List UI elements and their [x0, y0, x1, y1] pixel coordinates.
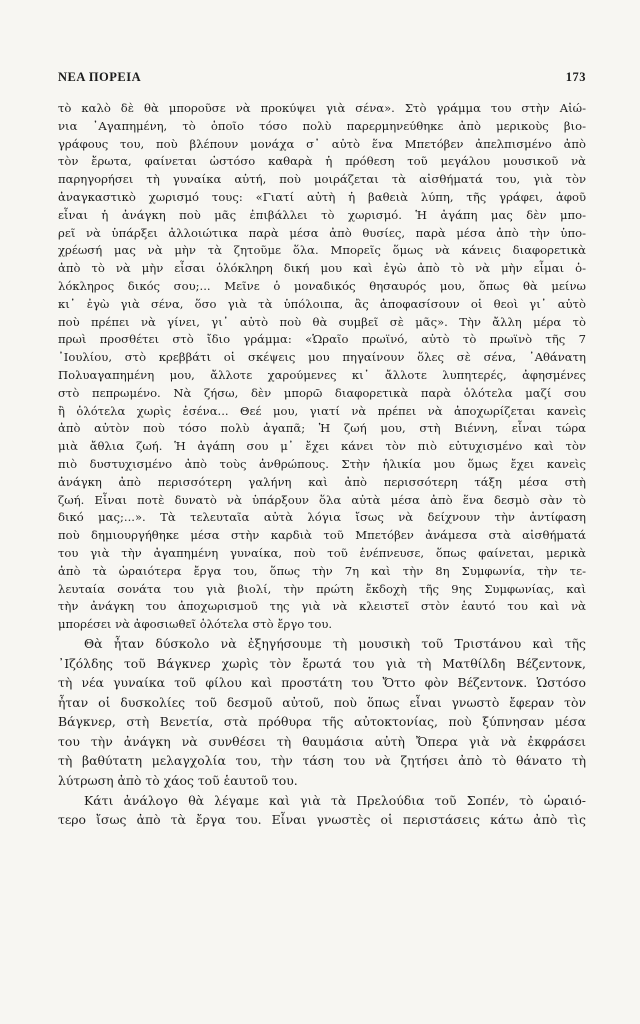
text-line: τὴ βαθύτατη μελαγχολία του, τὴν τάση του νὰ ζητήσει ἀπὸ τὸ θάνατο τὴ [58, 753, 586, 769]
text-line: ᾿Ιζόλδης τοῦ Βάγκνερ χωρὶς τὸν ἔρωτά του γιὰ τὴ Ματθίλδη Βέζεντονκ, [58, 655, 586, 671]
text-line: ρεῖ νὰ ὑπάρξει ἀλλοιώτικα παρὰ μέσα ἀπὸ θυσίες, παρὰ μέσα ἀπὸ τὴν ὑπο- [58, 225, 586, 240]
text-line: του τὴν ἀνάγκη νὰ συνθέσει τὴ θαυμάσια αὐτὴ Ὄπερα γιὰ νὰ ἐκφράσει [58, 733, 586, 749]
text-line: μπορέσει νὰ ἀφοσιωθεῖ ὁλότελα στὸ ἔργο του. [58, 617, 333, 632]
text-line: ᾿Ιουλίου, στὸ κρεββάτι οἱ σκέψεις μου πηγαίνουν ὅλες σὲ σένα, ᾿Αθάνατη [58, 350, 586, 365]
text-line: λευταία σονάτα του γιὰ βιολί, τὴν πρώτη ἔκδοχὴ τῆς 9ης Συμφωνίας, καὶ [58, 581, 586, 596]
text-line: ποὺ πρέπει νὰ γίνει, γι᾿ αὐτὸ ποὺ θὰ συμβεῖ σὲ μᾶς». Τὴν ἄλλη μέρα τὸ [58, 314, 586, 329]
text-line: ἀναγκαστικὸ χωρισμό τους: «Γιατί αὐτὴ ἡ βαθειὰ λύπη, τῆς γράφει, ἀφοῦ [58, 189, 586, 204]
text-line: ἀπὸ αὐτὸν ποὺ τόσο πολὺ ἀγαπᾶ; Ἡ ζωή μου, στὴ Βιέννη, εἶναι τώρα [58, 421, 586, 436]
text-line: ἢ ὁλότελα χωρὶς ἐσένα... Θεέ μου, γιατί νὰ πρέπει νὰ ἀποχωρίζεται κανεὶς [58, 403, 586, 418]
text-line: πιὸ δυστυχισμένο ἀπὸ τοὺς ἀνθρώπους. Στὴν ἡλικία μου ὅμως ἔχει κανεὶς [58, 456, 586, 471]
text-line: γράφους του, ποὺ βλέπουν μονάχα σ᾿ αὐτὸ ἕνα Μπετόβεν ἀπελπισμένο ἀπὸ [58, 136, 586, 151]
text-line: Πολυαγαπημένη μου, ἄλλοτε χαρούμενες κι᾿ ἄλλοτε λυπητερές, ἀφησμένες [58, 367, 586, 382]
text-line: ποὺ δημιουργήθηκε μέσα στὴν καρδιὰ τοῦ Μπετόβεν ἀνάμεσα στὰ αἰσθήματά [58, 528, 586, 543]
text-line: Βάγκνερ, στὴ Βενετία, στὰ πρόθυρα τῆς αὐτοκτονίας, ποὺ ξύπνησαν μέσα [58, 714, 586, 730]
text-line: παρηγορήσει τὴ γυναίκα αὐτή, ποὺ μοιράζεται τὰ αἰσθήματά του, γιὰ τὸν [58, 172, 586, 187]
text-line: χρέωσή μας νὰ μὴν τὰ ζητοῦμε ὅλα. Μπορεῖς ὅμως νὰ κάνεις διαφορετικὰ [58, 243, 586, 258]
text-line: στὸ πεπρωμένο. Νὰ ζήσω, δὲν μπορῶ διαφορετικὰ παρὰ ὁλότελα μαζί σου [58, 385, 586, 400]
text-line: του γιὰ τὴν ἀγαπημένη γυναίκα, ποὺ τοῦ ἐνέπνευσε, ὅπως φαίνεται, μερικὰ [58, 545, 586, 560]
text-line: τὴν ἀνάγκη του ἀποχωρισμοῦ της γιὰ νὰ κλειστεῖ στὸν ἑαυτό του καὶ νὰ [58, 599, 586, 614]
page-number: 173 [565, 70, 586, 84]
text-line: Κάτι ἀνάλογο θὰ λέγαμε καὶ γιὰ τὰ Πρελούδια τοῦ Σοπέν, τὸ ὡραιό- [84, 792, 586, 808]
text-line: Θὰ ἦταν δύσκολο νὰ ἐξηγήσουμε τὴ μουσικὴ τοῦ Τριστάνου καὶ τῆς [84, 635, 586, 651]
text-line: τὴ νέα γυναίκα τοῦ φίλου καὶ προστάτη του Ὄττο φὸν Βέζεντονκ. Ὡστόσο [58, 675, 586, 691]
text-line: νια ᾿Αγαπημένη, τὸ ὁποῖο τόσο πολὺ παρερμηνεύθηκε ἀπὸ μερικοὺς βιο- [58, 118, 586, 133]
text-line: μιὰ ἄθλια ζωή. Ἡ ἀγάπη σου μ᾿ ἔχει κάνει τὸν πιὸ εὐτυχισμένο καὶ τὸν [58, 439, 586, 454]
running-title: ΝΕΑ ΠΟΡΕΙΑ [58, 70, 142, 84]
body-text [58, 100, 586, 830]
text-line: κι᾿ ἐγὼ γιὰ σένα, ὅσο γιὰ τὰ ὑπόλοιπα, ἂς ἀποφασίσουν οἱ θεοὶ γι᾿ αὐτὸ [58, 296, 586, 311]
paragraph [58, 634, 586, 791]
text-line: τὸ καλὸ δὲ θὰ μποροῦσε νὰ προκύψει γιὰ σένα». Στὸ γράμμα του στὴν Αἰώ- [58, 101, 586, 115]
text-line: ἀπὸ τὸ νὰ μὴν εἶσαι ὁλόκληρη δική μου καὶ ἐγὼ ἀπὸ τὸ νὰ μὴν εἶμαι ὁ- [58, 261, 586, 276]
text-line: ἀνάγκη ἀπὸ περισσότερη γαλήνη καὶ ἀπὸ περισσότερη τάξη μέσα στὴ [58, 474, 586, 489]
text-line: ἦταν οἱ δυσκολίες τοῦ δεσμοῦ αὐτοῦ, ποὺ ὅπως εἶναι γνωστὸ ἔφεραν τὸν [58, 694, 586, 710]
running-head [58, 70, 586, 90]
text-line: εἶναι ἡ ἀνάγκη ποὺ μᾶς ἐπιβάλλει τὸ χωρισμό. Ἡ ἀγάπη μας δὲν μπο- [58, 207, 586, 222]
text-line: δικό μας;...». Τὰ τελευταῖα αὐτὰ λόγια ἴσως νὰ δείχνουν τὴν ἀντίφαση [58, 510, 586, 525]
text-line: πρωὶ προσθέτει στὸ ἴδιο γράμμα: «Ὡραῖο πρωϊνό, αὐτὸ τὸ πρωϊνὸ τῆς 7 [58, 332, 586, 347]
text-line: τὸν ἔρωτα, φαίνεται ὡστόσο καθαρὰ ἡ πρόθεση τοῦ μεγάλου μουσικοῦ νὰ [58, 154, 586, 169]
text-line: ζωή. Εἶναι ποτὲ δυνατὸ νὰ ὑπάρξουν ὅλα αὐτὰ μέσα ἀπὸ ἕνα δεσμὸ σὰν τὸ [58, 492, 586, 507]
paragraph [58, 791, 586, 830]
text-line: λύτρωση ἀπὸ τὸ χάος τοῦ ἑαυτοῦ του. [58, 773, 298, 789]
text-line: ἀπὸ τὰ ὡραιότερα ἔργα του, ὅπως τὴν 7η καὶ τὴν 8η Συμφωνία, τὴν τε- [58, 563, 586, 578]
paragraph [58, 100, 586, 634]
text-line: λόκληρος δικός σου;... Μεῖνε ὁ μοναδικός θησαυρός μου, ὅπως θὰ μείνω [58, 278, 586, 293]
text-line: τερο ἴσως ἀπὸ τὰ ἔργα του. Εἶναι γνωστὲς οἱ περιστάσεις κάτω ἀπὸ τὶς [58, 812, 586, 828]
